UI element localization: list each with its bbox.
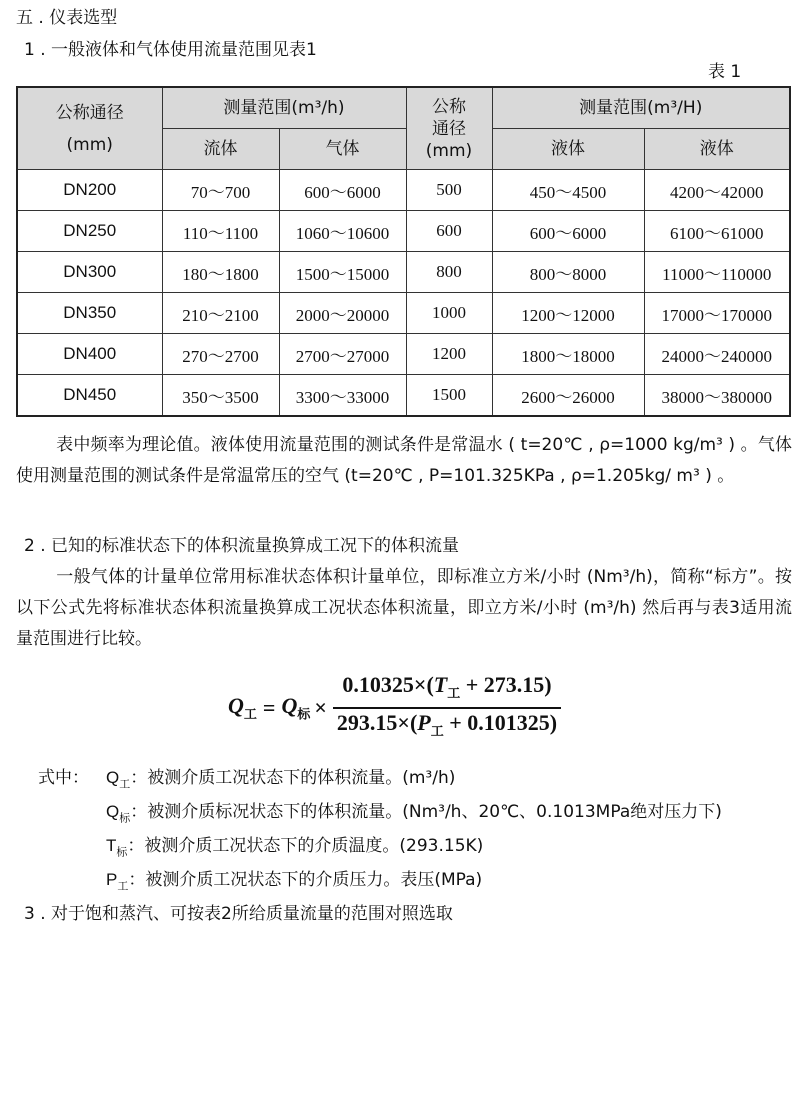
definition-q-work: $Q_工$：被测介质工况状态下的体积流量。(m³/h) [106, 768, 456, 791]
cell-dn: DN350 [17, 293, 162, 334]
section-heading: 五 . 仪表选型 [16, 8, 118, 28]
cell-dn: DN450 [17, 375, 162, 417]
header-range-left: 测量范围(m³/h) [162, 87, 406, 129]
cell-range2: 38000～380000 [644, 375, 790, 417]
cell-gas: 600～6000 [279, 170, 406, 211]
cell-range1: 800～8000 [492, 252, 644, 293]
cell-liquid: 350～3500 [162, 375, 279, 417]
header-nominal-diameter-mid: 公称 通径 (mm) [406, 87, 492, 170]
cell-dn2: 1000 [406, 293, 492, 334]
table-row [17, 170, 790, 211]
cell-liquid: 270～2700 [162, 334, 279, 375]
cell-liquid: 110～1100 [162, 211, 279, 252]
cell-range2: 4200～42000 [644, 170, 790, 211]
flow-range-table [16, 86, 791, 417]
cell-range2: 24000～240000 [644, 334, 790, 375]
cell-range2: 6100～61000 [644, 211, 790, 252]
cell-range1: 450～4500 [492, 170, 644, 211]
cell-gas: 2700～27000 [279, 334, 406, 375]
table-row [17, 375, 790, 417]
header-liquid-right-1: 液体 [492, 129, 644, 170]
cell-gas: 3300～33000 [279, 375, 406, 417]
conversion-formula: $Q_工$ = $Q_标$ × $\frac{0.10325\times(T_工 + 273.15)}{293.15\times(P_工 + 0.101325)}$ [228, 676, 561, 740]
cell-dn2: 1500 [406, 375, 492, 417]
table1-caption: 表 1 [708, 62, 742, 82]
header-liquid-left: 流体 [162, 129, 279, 170]
cell-gas: 2000～20000 [279, 293, 406, 334]
cell-dn2: 600 [406, 211, 492, 252]
cell-dn2: 500 [406, 170, 492, 211]
definition-p-work: $P_工$：被测介质工况状态下的介质压力。表压(MPa) [106, 870, 483, 893]
definition-q-std: $Q_标$：被测介质标况状态下的体积流量。(Nm³/h、20℃、0.1013MPa绝对压力下) [106, 802, 722, 825]
table1-note: 表中频率为理论值。液体使用流量范围的测试条件是常温水 ( t=20℃ , ρ=1000 kg/m³ ) 。气体使用测量范围的测试条件是常温常压的空气 (t=20℃ , P=101.325KPa , ρ=1.205kg/ m³ ) 。 [16, 435, 792, 486]
cell-gas: 1060～10600 [279, 211, 406, 252]
cell-dn: DN400 [17, 334, 162, 375]
formula-denominator: $293.15\times(P_工 + 0.101325)$ [336, 710, 558, 739]
cell-dn: DN250 [17, 211, 162, 252]
cell-dn2: 1200 [406, 334, 492, 375]
cell-dn: DN300 [17, 252, 162, 293]
cell-liquid: 210～2100 [162, 293, 279, 334]
formula-numerator: $0.10325\times(T_工 + 273.15)$ [342, 671, 552, 700]
item1-title: 1 . 一般液体和气体使用流量范围见表1 [24, 40, 317, 60]
header-nominal-diameter: 公称通径 (mm) [17, 87, 162, 170]
item2-title: 2 . 已知的标准状态下的体积流量换算成工况下的体积流量 [24, 536, 460, 556]
cell-range2: 17000～170000 [644, 293, 790, 334]
table-row [17, 252, 790, 293]
cell-range1: 1800～18000 [492, 334, 644, 375]
cell-liquid: 180～1800 [162, 252, 279, 293]
cell-range1: 1200～12000 [492, 293, 644, 334]
header-gas-left: 气体 [279, 129, 406, 170]
header-range-right: 测量范围(m³/H) [492, 87, 790, 129]
item3-title: 3 . 对于饱和蒸汽、可按表2所给质量流量的范围对照选取 [24, 904, 453, 924]
cell-range1: 2600～26000 [492, 375, 644, 417]
cell-dn: DN200 [17, 170, 162, 211]
cell-range1: 600～6000 [492, 211, 644, 252]
cell-liquid: 70～700 [162, 170, 279, 211]
cell-dn2: 800 [406, 252, 492, 293]
definitions-lead: 式中： [38, 768, 89, 788]
table-row [17, 334, 790, 375]
definition-t-std: $T_标$：被测介质工况状态下的介质温度。(293.15K) [106, 836, 484, 859]
cell-range2: 11000～110000 [644, 252, 790, 293]
item2-paragraph: 一般气体的计量单位常用标准状态体积计量单位，即标准立方米/小时 (Nm³/h)，简称“标方”。按以下公式先将标准状态体积流量换算成工况状态体积流量，即立方米/小时 (m³/h) 然后再与表3适用流量范围进行比较。 [16, 567, 792, 649]
cell-gas: 1500～15000 [279, 252, 406, 293]
formula-fraction [333, 671, 561, 746]
table-row [17, 211, 790, 252]
table-row [17, 293, 790, 334]
header-liquid-right-2: 液体 [644, 129, 790, 170]
